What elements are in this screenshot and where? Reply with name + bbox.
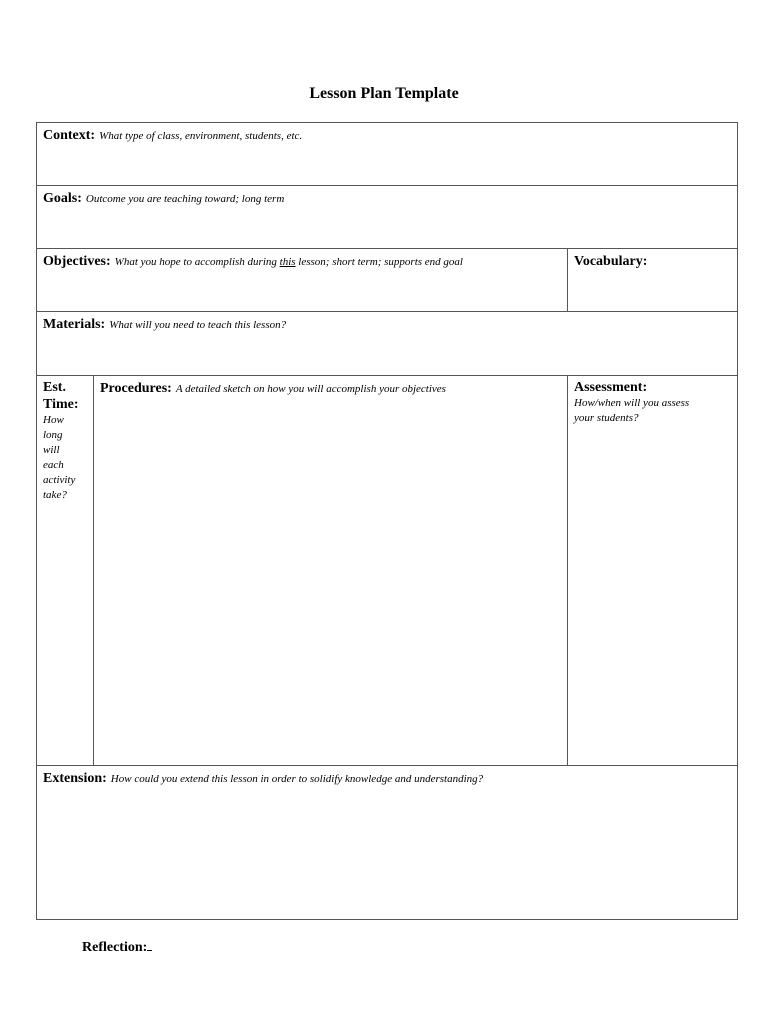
materials-section[interactable] [36, 311, 738, 376]
extension-section[interactable] [36, 765, 738, 920]
reflection-blank-line[interactable] [147, 938, 152, 951]
objectives-section[interactable] [36, 248, 568, 312]
est-time-section[interactable] [36, 375, 94, 766]
context-section[interactable] [36, 122, 738, 186]
est-time-hint-line: activity [43, 474, 76, 486]
assessment-hint-line1: How/when will you assess [574, 397, 690, 409]
page-title: Lesson Plan Template [309, 85, 459, 102]
procedures-section[interactable] [93, 375, 568, 766]
est-time-hint-line: will [43, 444, 60, 456]
reflection-field[interactable] [82, 938, 152, 956]
est-time-hint-line: long [43, 429, 63, 441]
extension-label: Extension: [43, 771, 107, 786]
context-label: Context: [43, 128, 96, 143]
est-time-hint-line: each [43, 459, 64, 471]
extension-hint: How could you extend this lesson in order to solidify knowledge and understanding? [110, 773, 484, 785]
materials-hint: What will you need to teach this lesson? [109, 319, 287, 331]
est-time-label-line2: Time: [43, 397, 79, 412]
goals-hint: Outcome you are teaching toward; long term [85, 193, 285, 205]
assessment-label: Assessment: [574, 380, 648, 395]
materials-label: Materials: [43, 317, 106, 332]
objectives-emphasis: this [279, 256, 296, 268]
objectives-label: Objectives: [43, 254, 111, 269]
est-time-hint-line: take? [43, 489, 67, 501]
vocabulary-label: Vocabulary: [574, 254, 648, 269]
assessment-hint-line2: your students? [574, 412, 639, 424]
assessment-section[interactable] [567, 375, 738, 766]
goals-section[interactable] [36, 185, 738, 249]
objectives-hint: What you hope to accomplish during this lesson; short term; supports end goal [114, 256, 463, 268]
goals-label: Goals: [43, 191, 82, 206]
procedures-hint: A detailed sketch on how you will accomplish your objectives [175, 383, 446, 395]
vocabulary-section[interactable] [567, 248, 738, 312]
procedures-label: Procedures: [100, 381, 172, 396]
est-time-label-line1: Est. [43, 380, 66, 395]
est-time-hint-line: How [43, 414, 64, 426]
reflection-label: Reflection: [82, 940, 148, 955]
context-hint: What type of class, environment, students, etc. [99, 130, 303, 142]
